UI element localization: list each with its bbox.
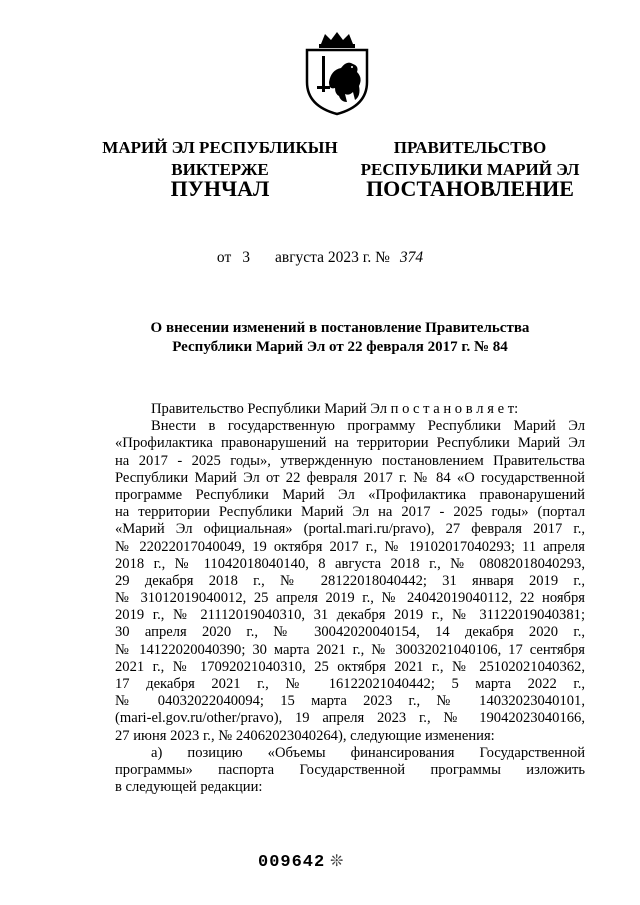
document-serial-number: 009642: [258, 853, 326, 872]
body-line: «Марий Эл официальная» (portal.mari.ru/pravo), 27 февраля 2017 г.,: [115, 521, 585, 538]
body-line: программы» паспорта Государственной программы изложить: [115, 761, 585, 778]
coat-of-arms-emblem: [301, 30, 373, 116]
body-line: № 31012019040012, 25 апреля 2019 г., № 24042019040112, 22 ноября: [115, 590, 585, 607]
decree-title: [100, 319, 580, 357]
date-day: 3: [242, 249, 250, 266]
body-line: в следующей редакции:: [115, 779, 263, 796]
body-line: 2019 г., № 21112019040310, 31 декабря 2019 г., № 31122019040381;: [115, 607, 585, 624]
body-line: 27 июня 2023 г., № 24062023040264), следующие изменения:: [115, 727, 495, 744]
body-line: Правительство Республики Марий Эл п о с т а н о в л я е т:: [151, 401, 519, 417]
body-line: 2021 г., № 17092021040310, 25 октября 2021 г., № 25102021040362,: [115, 658, 585, 675]
date-rest: августа 2023 г. №: [275, 249, 390, 266]
seal-mark-icon: ❊: [330, 853, 344, 870]
body-line: Республики Марий Эл от 22 февраля 2017 г. № 84 «О государственной: [115, 469, 585, 486]
body-line: а) позицию «Объемы финансирования Государственной: [151, 744, 585, 761]
header-left-org-line: ВИКТЕРЖЕ: [171, 160, 269, 179]
header-right-org: [350, 137, 590, 181]
date-line: [0, 249, 640, 267]
body-line: (mari-el.gov.ru/other/pravo), 19 апреля 2023 г., № 19042023040166,: [115, 710, 585, 727]
body-line: на 2017 - 2025 годы», утвержденную постановлением Правительства: [115, 452, 585, 469]
body-line: № 14122020040390; 30 марта 2021 г., № 30032021040106, 17 сентября: [115, 641, 585, 658]
header-right-doc-type: ПОСТАНОВЛЕНИЕ: [366, 176, 574, 201]
decree-number: 374: [399, 249, 424, 266]
header-right-org-line: РЕСПУБЛИКИ МАРИЙ ЭЛ: [360, 160, 580, 179]
header-left-org-line: МАРИЙ ЭЛ РЕСПУБЛИКЫН: [102, 138, 338, 157]
date-prefix: от: [216, 249, 232, 266]
body-line: на территории Республики Марий Эл на 2017 - 2025 годы» (портал: [115, 504, 585, 521]
body-line: 30 апреля 2020 г., № 30042020040154, 14 декабря 2020 г.,: [115, 624, 585, 641]
decree-title-line: О внесении изменений в постановление Правительства: [150, 320, 530, 336]
body-line: № 04032022040094; 15 марта 2023 г., № 14032023040101,: [115, 693, 585, 710]
header-left-org: [100, 137, 340, 181]
body-line: 2018 г., № 11042018040140, 8 августа 2018 г., № 08082018040293,: [115, 555, 585, 572]
body-line: «Профилактика правонарушений на территории Республики Марий Эл: [115, 435, 585, 452]
body-line: 17 декабря 2021 г., № 16122021040442; 5 марта 2022 г.,: [115, 676, 585, 692]
decree-title-line: Республики Марий Эл от 22 февраля 2017 г. № 84: [172, 339, 508, 355]
header-right-org-line: ПРАВИТЕЛЬСТВО: [393, 138, 547, 157]
body-line: программе Республики Марий Эл «Профилактика правонарушений: [115, 486, 585, 503]
header-left-doc-type: ПУНЧАЛ: [170, 176, 270, 201]
body-line: 29 декабря 2018 г., № 28122018040442; 31 января 2019 г.,: [115, 572, 585, 589]
body-line: Внести в государственную программу Республики Марий Эл: [151, 418, 585, 435]
decree-body: [115, 401, 585, 796]
body-line: № 22022017040049, 19 октября 2017 г., № 19102017040293; 11 апреля: [115, 538, 585, 555]
